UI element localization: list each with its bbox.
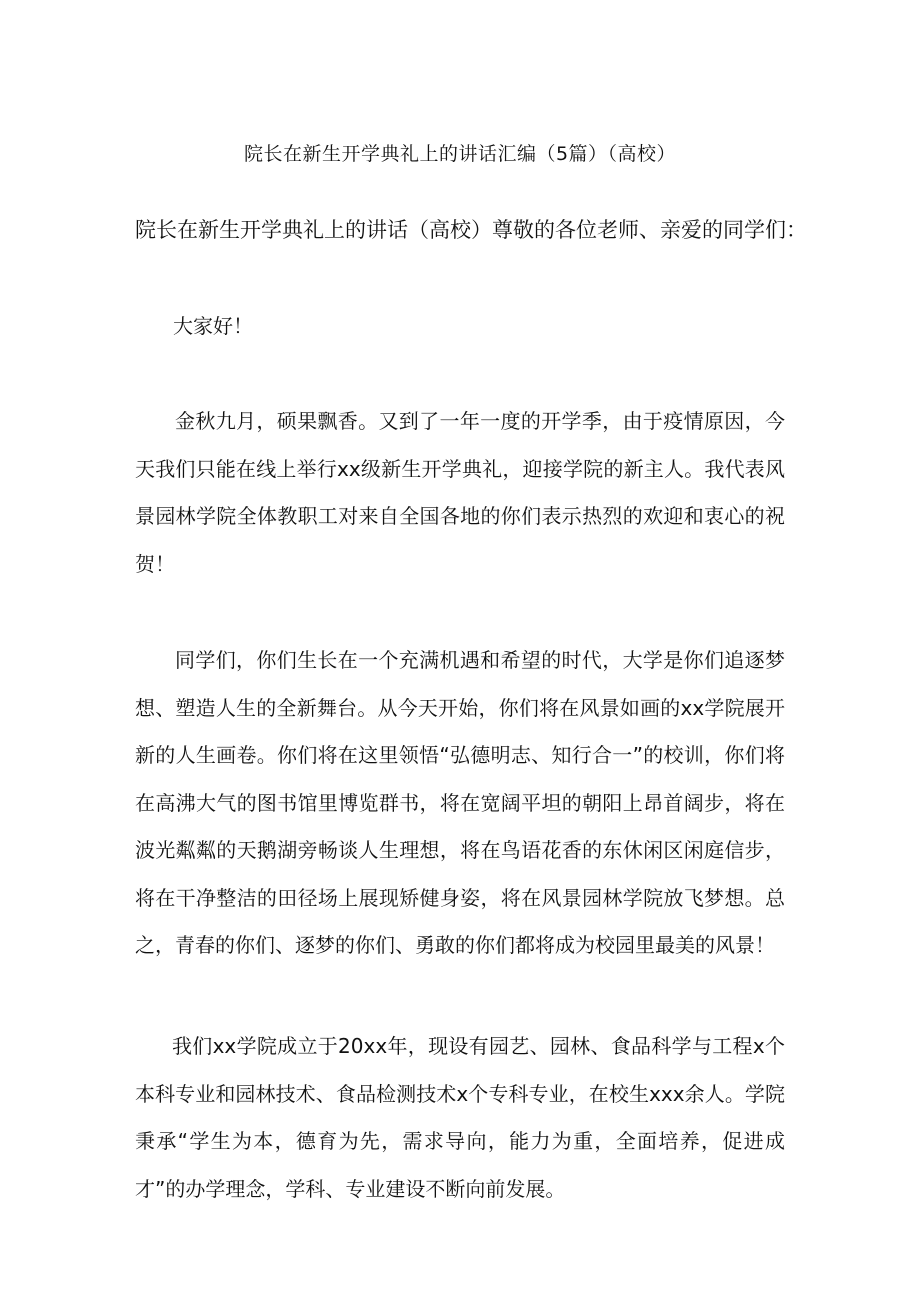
body-paragraph: 金秋九月，硕果飘香。又到了一年一度的开学季，由于疫情原因，今天我们只能在线上举行xx级新生开学典礼，迎接学院的新主人。我代表风景园林学院全体教职工对来自全国各地的你们表示热烈的欢迎和衷心的祝贺！ [135,409,785,576]
speech-heading-line: 院长在新生开学典礼上的讲话（高校）尊敬的各位老师、亲爱的同学们： [135,218,807,242]
body-paragraph: 我们xx学院成立于20xx年，现设有园艺、园林、食品科学与工程x个本科专业和园林技术、食品检测技术x个专科专业，在校生xxx余人。学院秉承“学生为本，德育为先，需求导向，能力为重，全面培养，促进成才”的办学理念，学科、专业建设不断向前发展。 [135,1034,785,1201]
document-title: 院长在新生开学典礼上的讲话汇编（5篇）（高校） [243,143,677,165]
body-paragraph: 同学们，你们生长在一个充满机遇和希望的时代，大学是你们追逐梦想、塑造人生的全新舞台。从今天开始，你们将在风景如画的xx学院展开新的人生画卷。你们将在这里领悟“弘德明志、知行合一”的校训，你们将在高沸大气的图书馆里博览群书，将在宽阔平坦的朝阳上昂首阔步，将在波光粼粼的天鹅湖旁畅谈人生理想，将在鸟语花香的东休闲区闲庭信步，将在干净整洁的田径场上展现矫健身姿，将在风景园林学院放飞梦想。总之，青春的你们、逐梦的你们、勇敢的你们都将成为校园里最美的风景！ [135,648,785,957]
greeting-paragraph: 大家好！ [173,314,253,338]
